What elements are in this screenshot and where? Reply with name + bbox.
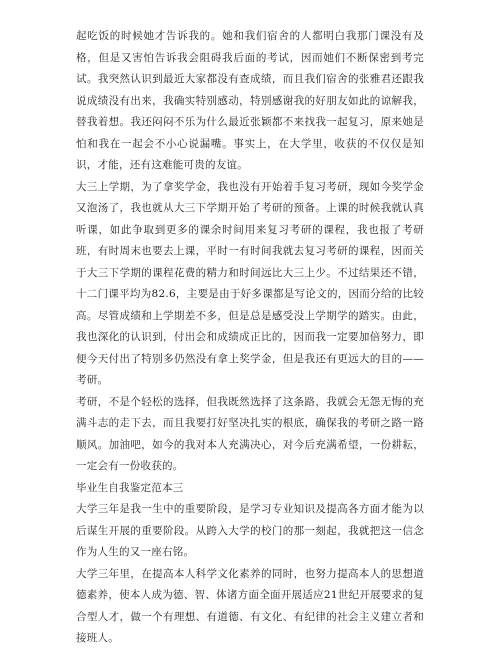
paragraph-determination: 考研，不是个轻松的选择，但我既然选择了这条路，我就会无怨无悔的充满斗志的走下去，而且我要打好坚决扎实的根底，确保我的考研之路一路顺风。加油吧，如今的我对本人充满决心，对今后充满希望，一份耕耘，一定会有一份收获的。 bbox=[76, 395, 424, 472]
section-title: 毕业生自我鉴定范本三 bbox=[76, 481, 184, 494]
paragraph-university-stage: 大学三年是我一生中的重要阶段，是学习专业知识及提高各方面才能为以后谋生开展的重要阶段。从跨入大学的校门的那一刻起，我就把这一信念作为人生的又一座右铭。 bbox=[76, 503, 424, 558]
paragraph-moral-development: 大学三年里，在提高本人科学文化素养的同时，也努力提高本人的思想道德素养，使本人成为德、智、体诸方面全面开展适应21世纪开展要求的复合型人才，做一个有理想、有道德、有文化、有纪律的社会主义建立者和接班人。 bbox=[76, 567, 424, 644]
paragraph-exam-prep: 大三上学期，为了拿奖学金，我也没有开始着手复习考研，现如今奖学金又泡汤了，我也就从大三下学期开始了考研的预备。上课的时候我就认真听课，如此争取到更多的课余时间用来复习考研的课程，我也报了考研班，有时周末也要去上课，平时一有时间我就去复习考研的课程，因而关于大三下学期的课程花费的精力和时间远比大三上少。不过结果还不错，十二门课平均为82.6，主要是由于好多课都是写论文的，因而分给的比较高。尽管成绩和上学期差不多，但是总是感受没上学期学的踏实。由此，我也深化的认识到，付出会和成绩成正比的，因而我一定要加倍努力，即便今天付出了特别多仍然没有拿上奖学金，但是我还有更远大的目的——考研。 bbox=[76, 180, 424, 386]
paragraph-friendship: 起吃饭的时候她才告诉我的。她和我们宿舍的人都明白我那门课没有及格，但是又害怕告诉我会阻碍我后面的考试，因而她们不断保密到考完试。我突然认识到最近大家都没有查成绩，而且我们宿舍的张雅君还跟我说成绩没有出来，我确实特别感动，特别感谢我的好朋友如此的谅解我，替我着想。我还闷闷不乐为什么最近张颖都不来找我一起复习，原来她是怕和我在一起会不小心说漏嘴。事实上，在大学里，收获的不仅仅是知识，才能，还有这难能可贵的友谊。 bbox=[76, 30, 424, 171]
